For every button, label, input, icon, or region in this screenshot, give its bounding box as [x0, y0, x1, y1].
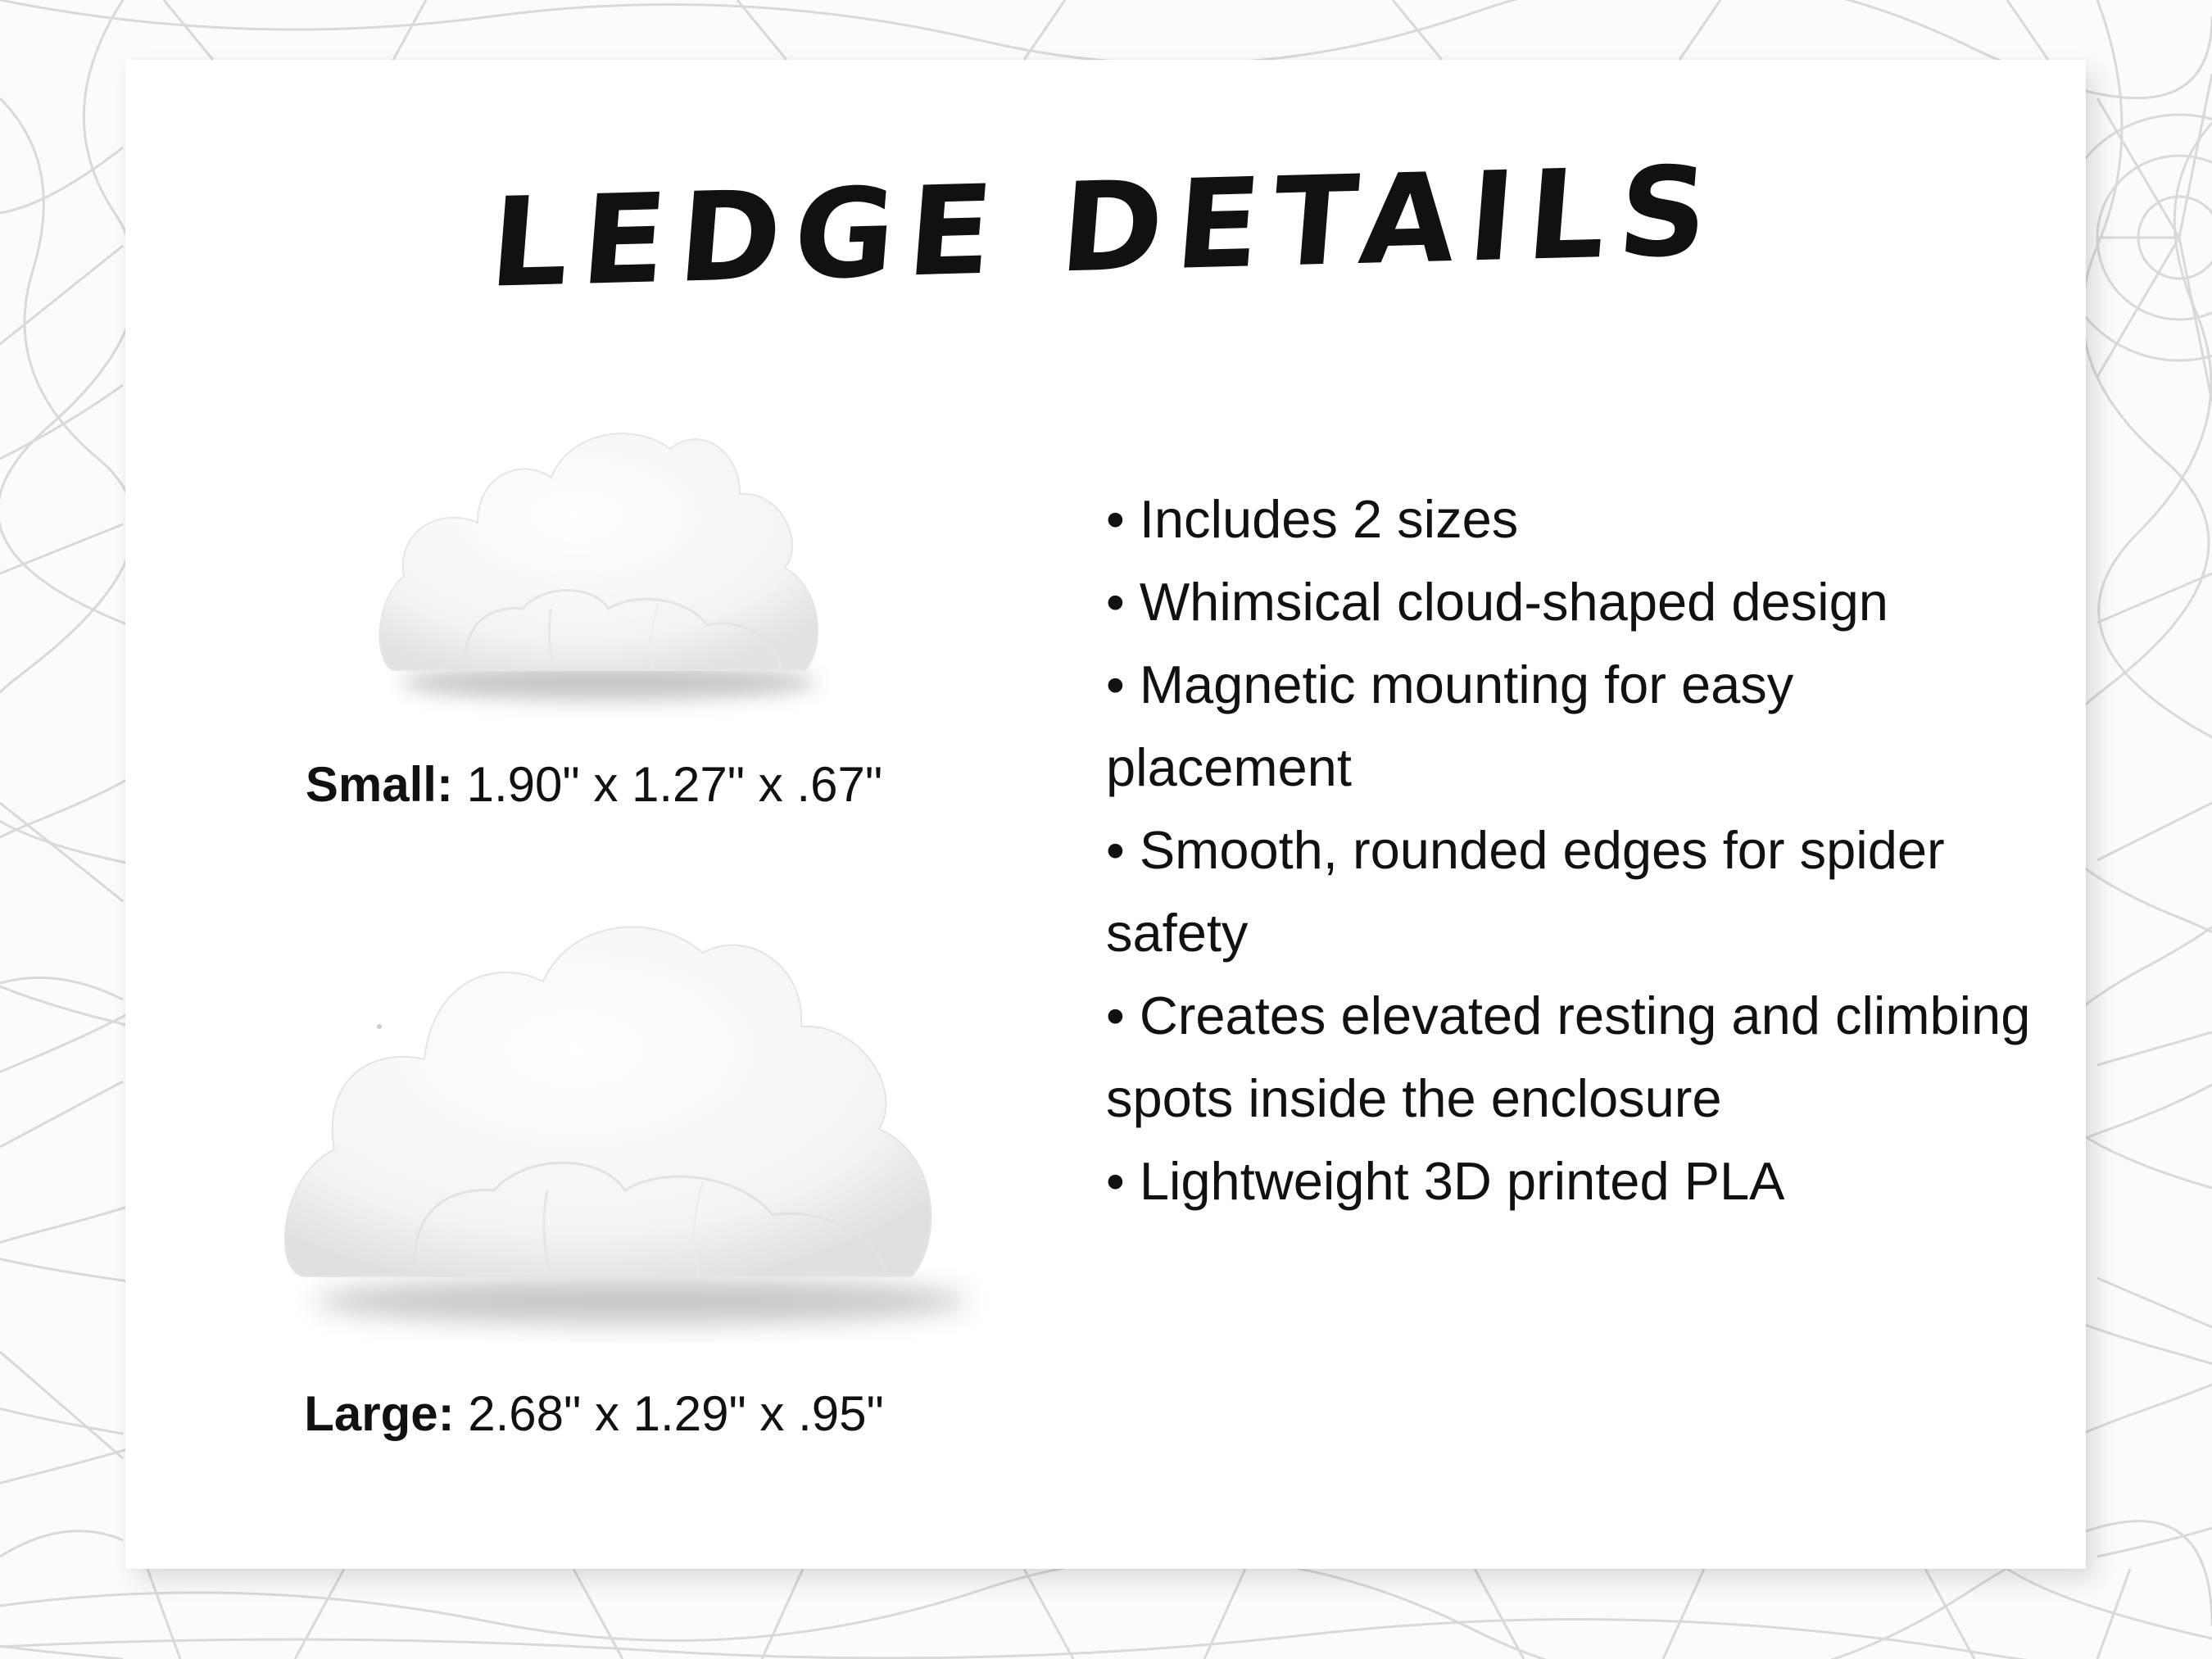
cloud-ledge-large-image [256, 883, 994, 1342]
size-label-large: Large: [304, 1386, 455, 1441]
size-dimensions-small: 1.90" x 1.27" x .67" [466, 757, 883, 812]
size-caption-large [184, 1385, 1004, 1442]
feature-item: • Lightweight 3D printed PLA [1106, 1151, 1785, 1211]
feature-list [1106, 478, 2032, 1222]
feature-item: • Creates elevated resting and climbing spots inside the enclosure [1106, 986, 2031, 1128]
feature-item: • Whimsical cloud-shaped design [1106, 572, 1888, 632]
cloud-ledge-small-image [363, 400, 838, 723]
feature-item: • Includes 2 sizes [1106, 489, 1519, 549]
feature-item: • Magnetic mounting for easy placement [1106, 655, 1794, 797]
size-label-small: Small: [305, 757, 453, 812]
feature-item: • Smooth, rounded edges for spider safety [1106, 820, 1945, 963]
size-caption-small [184, 756, 1004, 813]
details-card [125, 60, 2086, 1569]
page-title: LEDGE DETAILS [485, 140, 1726, 315]
size-dimensions-large: 2.68" x 1.29" x .95" [468, 1386, 884, 1441]
